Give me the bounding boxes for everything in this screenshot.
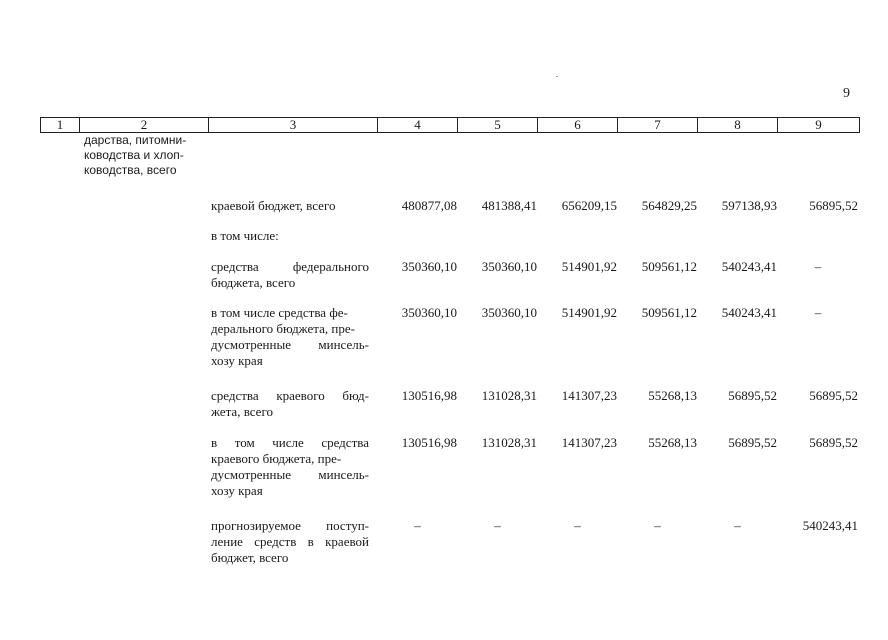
label-word: краевой xyxy=(325,534,369,549)
table-cell: 350360,10 xyxy=(401,259,457,274)
row-label-line xyxy=(211,259,369,275)
table-cell: 131028,31 xyxy=(481,388,537,403)
label-word: поступ- xyxy=(326,518,369,533)
row-label-line xyxy=(211,467,369,483)
table-cell: 130516,98 xyxy=(401,388,457,403)
label-word: дусмотренные xyxy=(211,337,291,352)
row-label-including xyxy=(211,228,369,244)
header-col-8: 8 xyxy=(698,118,778,132)
scan-speck xyxy=(556,76,558,77)
label-word: бюд- xyxy=(342,388,369,403)
label-word: ление xyxy=(211,534,243,549)
row-label-line: бюджета, всего xyxy=(211,275,296,290)
label-word: средства xyxy=(321,435,369,450)
label-word: в xyxy=(211,435,218,450)
table-cell: 350360,10 xyxy=(481,259,537,274)
label-word: федерального xyxy=(292,259,369,274)
table-cell: – xyxy=(734,518,741,533)
label-word: том xyxy=(234,435,255,450)
table-cell: 597138,93 xyxy=(721,198,777,213)
row-label-line: жета, всего xyxy=(211,404,273,419)
table-cell: 564829,25 xyxy=(641,198,697,213)
table-cell: 480877,08 xyxy=(401,198,457,213)
label-word: дусмотренные xyxy=(211,467,291,482)
label-word: прогнозируемое xyxy=(211,518,301,533)
table-cell: 131028,31 xyxy=(481,435,537,450)
table-cell: – xyxy=(654,518,661,533)
label-word: числе xyxy=(272,435,304,450)
table-cell: 540243,41 xyxy=(721,259,777,274)
label-word: минсель- xyxy=(318,337,369,352)
table-cell: 55268,13 xyxy=(648,388,697,403)
table-cell: 56895,52 xyxy=(728,388,777,403)
row-label-line xyxy=(211,388,369,404)
program-name-line: дарства, питомни- xyxy=(84,133,187,147)
table-cell: 56895,52 xyxy=(728,435,777,450)
table-cell: 350360,10 xyxy=(401,305,457,320)
label-word: минсель- xyxy=(318,467,369,482)
label-word: средств xyxy=(254,534,297,549)
table-cell: 540243,41 xyxy=(802,518,858,533)
table-cell: 56895,52 xyxy=(809,435,858,450)
header-col-9: 9 xyxy=(815,117,822,132)
row-label-line xyxy=(211,337,369,353)
table-cell: – xyxy=(574,518,581,533)
header-col-5: 5 xyxy=(458,118,538,132)
row-label-regional-budget-total xyxy=(211,198,369,214)
program-name-line: ководства, всего xyxy=(84,163,177,177)
row-label-regional-funds xyxy=(211,388,369,420)
table-cell: 141307,23 xyxy=(561,435,617,450)
header-col-2: 2 xyxy=(80,118,209,132)
table-cell: 481388,41 xyxy=(481,198,537,213)
table-cell: 656209,15 xyxy=(561,198,617,213)
header-col-7: 7 xyxy=(618,118,698,132)
row-label-line: бюджет, всего xyxy=(211,550,289,565)
table-cell: – xyxy=(414,518,421,533)
label-word: средства xyxy=(211,388,259,403)
row-label-regional-funds-ministry xyxy=(211,435,369,499)
row-label-line: хозу края xyxy=(211,353,263,368)
table-cell: 540243,41 xyxy=(721,305,777,320)
header-col-1: 1 xyxy=(41,118,80,132)
row-label-line xyxy=(211,518,369,534)
label-word: в xyxy=(307,534,314,549)
row-label-line: в том числе: xyxy=(211,228,279,243)
row-label-federal-funds xyxy=(211,259,369,291)
table-header-row xyxy=(40,117,860,133)
table-cell: 56895,52 xyxy=(809,388,858,403)
header-col-3: 3 xyxy=(209,118,378,132)
label-word: краевого xyxy=(276,388,325,403)
table-cell: 350360,10 xyxy=(481,305,537,320)
table-cell: – xyxy=(494,518,501,533)
row-label-line: краевой бюджет, всего xyxy=(211,198,336,213)
row-label-line xyxy=(211,534,369,550)
table-cell: 514901,92 xyxy=(561,305,617,320)
row-label-line: хозу края xyxy=(211,483,263,498)
table-cell: 141307,23 xyxy=(561,388,617,403)
table-cell: 509561,12 xyxy=(641,305,697,320)
label-word: средства xyxy=(211,259,259,274)
table-cell: – xyxy=(814,305,822,320)
header-col-4: 4 xyxy=(378,118,458,132)
row-label-line: в том числе средства фе- xyxy=(211,305,348,320)
table-cell: 56895,52 xyxy=(809,198,858,213)
table-cell: 130516,98 xyxy=(401,435,457,450)
table-cell: 514901,92 xyxy=(561,259,617,274)
row-label-forecast-receipts xyxy=(211,518,369,566)
row-label-line xyxy=(211,435,369,451)
row-label-federal-funds-ministry xyxy=(211,305,369,369)
row-label-line: дерального бюджета, пре- xyxy=(211,321,355,336)
page-number: 9 xyxy=(843,86,850,101)
program-name xyxy=(84,133,204,178)
table-cell: – xyxy=(814,259,822,274)
row-label-line: краевого бюджета, пре- xyxy=(211,451,342,466)
table-cell: 55268,13 xyxy=(648,435,697,450)
table-cell: 509561,12 xyxy=(641,259,697,274)
program-name-line: ководства и хлоп- xyxy=(84,148,184,162)
header-col-6: 6 xyxy=(538,118,618,132)
